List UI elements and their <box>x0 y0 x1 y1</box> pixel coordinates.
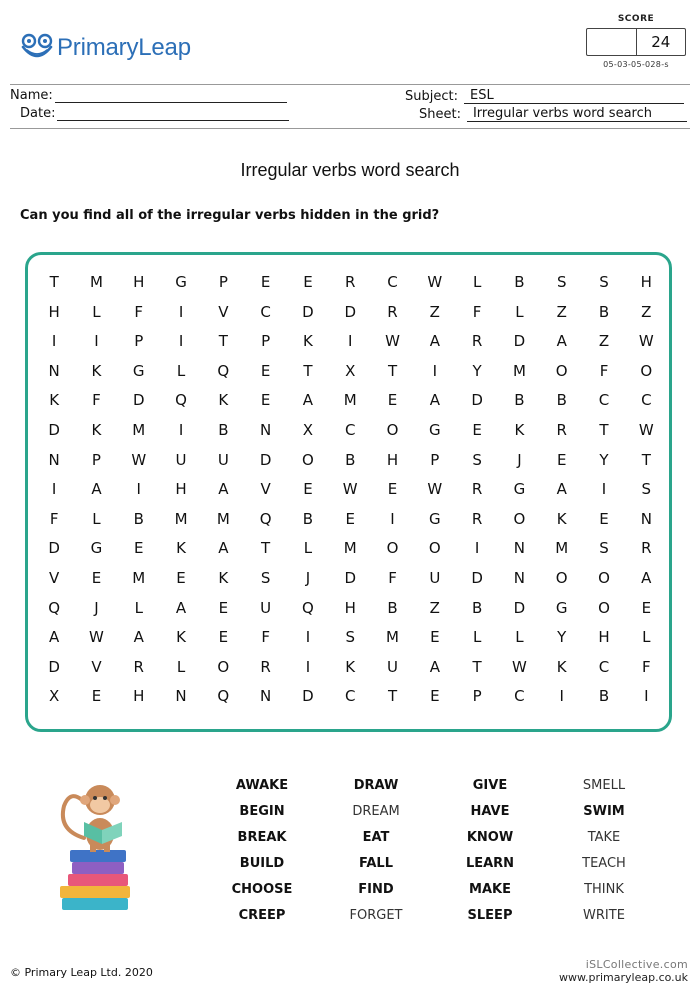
grid-cell[interactable]: I <box>51 332 57 351</box>
grid-cell[interactable]: O <box>513 509 526 528</box>
word-list-item: BUILD <box>239 856 285 871</box>
grid-cell[interactable]: X <box>345 361 356 380</box>
grid-cell[interactable]: I <box>94 332 99 351</box>
grid-cell[interactable]: E <box>176 568 186 587</box>
grid-cell[interactable]: T <box>49 273 59 291</box>
watermark-text: iSLCollective.com <box>585 958 688 971</box>
grid-cell[interactable]: Z <box>598 332 610 351</box>
grid-cell[interactable]: W <box>638 332 654 351</box>
grid-cell[interactable]: W <box>427 480 443 499</box>
instruction-text: Can you find all of the irregular verbs hidden in the grid? <box>20 208 440 223</box>
fields-rule <box>10 128 690 129</box>
grid-cell[interactable]: E <box>430 687 440 706</box>
worksheet-title: Irregular verbs word search <box>240 160 460 180</box>
grid-cell[interactable]: H <box>640 273 652 291</box>
primaryleap-logo <box>20 28 191 68</box>
grid-cell[interactable]: P <box>218 273 228 291</box>
grid-cell[interactable]: W <box>638 420 654 439</box>
grid-cell[interactable]: A <box>556 480 567 499</box>
grid-cell[interactable]: B <box>514 391 525 410</box>
grid-cell[interactable]: R <box>387 302 398 321</box>
grid-cell[interactable]: O <box>386 539 399 558</box>
grid-cell[interactable]: Y <box>472 361 482 380</box>
grid-cell[interactable]: T <box>472 657 482 676</box>
grid-cell[interactable]: G <box>90 539 103 558</box>
grid-cell[interactable]: A <box>429 391 440 410</box>
grid-cell[interactable]: N <box>260 687 272 706</box>
grid-cell[interactable]: M <box>216 509 230 528</box>
grid-cell[interactable]: G <box>175 273 187 291</box>
grid-cell[interactable]: L <box>92 509 101 528</box>
grid-cell[interactable]: E <box>387 480 398 499</box>
grid-cell[interactable]: H <box>386 450 399 469</box>
grid-cell[interactable]: C <box>598 391 610 410</box>
date-label: Date: <box>20 106 56 121</box>
grid-cell[interactable]: O <box>598 568 610 587</box>
grid-cell[interactable]: R <box>471 509 483 528</box>
grid-cell[interactable]: K <box>514 420 525 439</box>
grid-cell[interactable]: C <box>514 687 525 706</box>
grid-cell[interactable]: O <box>640 361 653 380</box>
grid-cell[interactable]: L <box>472 628 482 647</box>
grid-cell[interactable]: R <box>556 420 567 439</box>
grid-cell[interactable]: O <box>217 657 230 676</box>
grid-cell[interactable]: L <box>134 598 143 617</box>
grid-cell[interactable]: M <box>343 539 357 558</box>
grid-cell[interactable]: H <box>598 628 610 647</box>
grid-cell[interactable]: E <box>218 628 229 647</box>
grid-cell[interactable]: N <box>513 568 526 587</box>
word-list-item: THINK <box>584 882 624 897</box>
reading-monkey-icon <box>54 778 150 918</box>
grid-cell[interactable]: I <box>432 361 438 380</box>
grid-cell[interactable]: N <box>48 361 60 380</box>
grid-cell[interactable]: U <box>429 568 441 587</box>
word-list-item: TEACH <box>582 856 626 871</box>
name-field[interactable] <box>10 88 287 103</box>
grid-cell[interactable]: Z <box>429 302 440 321</box>
grid-cell[interactable]: R <box>641 539 652 558</box>
grid-cell[interactable]: Q <box>217 361 230 380</box>
grid-cell[interactable]: L <box>515 302 524 321</box>
grid-cell[interactable]: X <box>49 687 60 706</box>
grid-cell[interactable]: L <box>642 628 651 647</box>
header-rule <box>10 84 690 85</box>
grid-cell[interactable]: S <box>260 568 271 587</box>
grid-cell[interactable]: B <box>302 509 314 528</box>
grid-cell[interactable]: K <box>49 391 60 410</box>
grid-cell[interactable]: E <box>260 361 271 380</box>
grid-cell[interactable]: P <box>134 332 144 351</box>
grid-cell[interactable]: W <box>385 332 400 351</box>
grid-cell[interactable]: A <box>429 332 440 351</box>
grid-cell[interactable]: M <box>132 420 146 439</box>
sheet-code: 05-03-05-028-s <box>603 60 669 69</box>
grid-cell[interactable]: I <box>305 628 311 647</box>
grid-cell[interactable]: E <box>556 450 567 469</box>
footer-right <box>559 958 688 984</box>
grid-cell[interactable]: B <box>387 598 398 617</box>
grid-cell[interactable]: W <box>427 273 443 291</box>
grid-cell[interactable]: F <box>641 657 651 676</box>
grid-cell[interactable]: R <box>471 332 483 351</box>
grid-cell[interactable]: V <box>49 568 60 587</box>
word-list-item: TAKE <box>587 830 621 845</box>
grid-cell[interactable]: I <box>390 509 395 528</box>
grid-cell[interactable]: V <box>260 480 271 499</box>
grid-cell[interactable]: S <box>641 480 652 499</box>
date-field[interactable] <box>20 106 289 121</box>
grid-cell[interactable]: A <box>218 480 229 499</box>
grid-cell[interactable]: A <box>429 657 440 676</box>
grid-cell[interactable]: D <box>48 657 60 676</box>
grid-cell[interactable]: K <box>176 539 186 558</box>
grid-cell[interactable]: T <box>218 332 228 351</box>
grid-cell[interactable]: I <box>178 420 184 439</box>
grid-cell[interactable]: Z <box>641 302 652 321</box>
grid-cell[interactable]: L <box>472 273 482 291</box>
grid-cell[interactable]: C <box>344 687 356 706</box>
grid-cell[interactable]: M <box>512 361 526 380</box>
grid-cell[interactable]: N <box>513 539 526 558</box>
grid-cell[interactable]: P <box>91 450 101 469</box>
word-list-item: SLEEP <box>467 908 513 923</box>
grid-cell[interactable]: R <box>345 273 356 291</box>
grid-cell[interactable]: A <box>49 628 60 647</box>
grid-cell[interactable]: D <box>48 420 60 439</box>
word-list-item: FIND <box>358 882 394 897</box>
grid-cell[interactable]: E <box>218 598 229 617</box>
grid-cell[interactable]: D <box>344 302 356 321</box>
grid-cell[interactable]: C <box>641 391 652 410</box>
word-list-item: HAVE <box>470 804 510 819</box>
score-label: SCORE <box>617 14 655 24</box>
word-list-item: EAT <box>362 830 390 845</box>
grid-cell[interactable]: E <box>599 509 609 528</box>
sheet-label: Sheet: <box>419 107 461 122</box>
grid-cell[interactable]: T <box>387 687 398 706</box>
grid-cell[interactable]: E <box>134 539 144 558</box>
brand-name: PrimaryLeap <box>57 34 191 61</box>
word-list-item: LEARN <box>465 856 515 871</box>
grid-cell[interactable]: W <box>131 450 147 469</box>
grid-cell[interactable]: B <box>598 687 610 706</box>
word-list-item: GIVE <box>472 778 508 793</box>
word-list-item: WRITE <box>583 908 625 923</box>
grid-cell[interactable]: D <box>471 568 483 587</box>
grid-cell[interactable]: C <box>598 657 610 676</box>
grid-cell[interactable]: T <box>387 361 398 380</box>
grid-cell[interactable]: H <box>48 302 60 321</box>
grid-cell[interactable]: E <box>430 628 440 647</box>
grid-cell[interactable]: L <box>303 539 313 558</box>
grid-cell[interactable]: A <box>91 480 102 499</box>
name-line[interactable] <box>55 89 287 103</box>
grid-cell[interactable]: W <box>342 480 358 499</box>
grid-cell[interactable]: N <box>640 509 652 528</box>
grid-cell[interactable]: B <box>556 391 567 410</box>
grid-cell[interactable]: M <box>343 391 357 410</box>
grid-cell[interactable]: F <box>92 391 101 410</box>
site-url[interactable]: www.primaryleap.co.uk <box>559 971 688 984</box>
score-cells <box>586 28 686 56</box>
grid-cell[interactable]: D <box>132 391 145 410</box>
word-search-grid[interactable] <box>33 268 667 712</box>
grid-cell[interactable]: I <box>559 687 564 706</box>
grid-cell[interactable]: H <box>133 687 145 706</box>
grid-cell[interactable]: N <box>260 420 272 439</box>
grid-cell[interactable]: G <box>132 361 145 380</box>
grid-cell[interactable]: W <box>89 628 104 647</box>
grid-cell[interactable]: I <box>601 480 607 499</box>
grid-cell[interactable]: Y <box>557 628 567 647</box>
grid-cell[interactable]: L <box>176 361 186 380</box>
grid-cell[interactable]: K <box>176 628 186 647</box>
grid-cell[interactable]: M <box>555 539 569 558</box>
grid-cell[interactable]: O <box>302 450 314 469</box>
grid-cell[interactable]: F <box>599 361 609 380</box>
grid-cell[interactable]: K <box>218 568 229 587</box>
word-list <box>205 778 661 934</box>
grid-cell[interactable]: J <box>305 568 311 587</box>
word-list-item: DREAM <box>352 804 400 819</box>
grid-cell[interactable]: L <box>515 628 524 647</box>
grid-cell[interactable]: V <box>218 302 229 321</box>
grid-cell[interactable]: W <box>511 657 527 676</box>
grid-cell[interactable]: K <box>556 509 567 528</box>
grid-cell[interactable]: I <box>51 480 57 499</box>
grid-cell[interactable]: F <box>388 568 397 587</box>
grid-cell[interactable]: R <box>471 480 483 499</box>
word-list-item: BEGIN <box>239 804 285 819</box>
grid-cell[interactable]: Z <box>556 302 567 321</box>
grid-cell[interactable]: O <box>555 568 568 587</box>
grid-cell[interactable]: G <box>513 480 526 499</box>
grid-cell[interactable]: A <box>133 628 144 647</box>
grid-cell[interactable]: G <box>429 420 441 439</box>
word-list-item: KNOW <box>466 830 514 845</box>
score-blank-cell[interactable] <box>587 29 637 55</box>
grid-cell[interactable]: T <box>303 361 313 380</box>
grid-cell[interactable]: E <box>303 273 313 291</box>
grid-cell[interactable]: K <box>91 420 102 439</box>
grid-cell[interactable]: D <box>259 450 272 469</box>
grid-cell[interactable]: T <box>261 539 271 558</box>
word-list-item: SMELL <box>582 778 626 793</box>
grid-cell[interactable]: F <box>134 302 144 321</box>
grid-cell[interactable]: E <box>260 273 271 291</box>
grid-cell[interactable]: O <box>555 361 568 380</box>
sheet-value: Irregular verbs word search <box>467 106 687 122</box>
score-box <box>586 14 686 69</box>
copyright-text: © Primary Leap Ltd. 2020 <box>10 966 153 979</box>
grid-cell[interactable]: M <box>174 509 188 528</box>
grid-cell[interactable]: O <box>386 420 399 439</box>
grid-cell[interactable]: I <box>474 539 480 558</box>
grid-cell[interactable]: D <box>302 302 314 321</box>
subject-value: ESL <box>464 88 684 104</box>
grid-cell[interactable]: U <box>217 450 229 469</box>
grid-cell[interactable]: G <box>555 598 568 617</box>
grid-cell[interactable]: E <box>641 598 652 617</box>
grid-cell[interactable]: E <box>303 480 313 499</box>
grid-cell[interactable]: Q <box>48 598 61 617</box>
frog-icon <box>20 33 54 63</box>
grid-cell[interactable]: I <box>348 332 353 351</box>
date-line[interactable] <box>57 107 289 121</box>
grid-cell[interactable]: B <box>471 598 483 617</box>
grid-cell[interactable]: I <box>136 480 141 499</box>
grid-cell[interactable]: L <box>176 657 186 676</box>
grid-cell[interactable]: G <box>429 509 441 528</box>
grid-cell[interactable]: B <box>598 302 610 321</box>
grid-cell[interactable]: S <box>472 450 482 469</box>
grid-cell[interactable]: Q <box>217 687 230 706</box>
grid-cell[interactable]: B <box>218 420 229 439</box>
grid-cell[interactable]: I <box>305 657 311 676</box>
word-list-item: FORGET <box>349 908 403 923</box>
grid-cell[interactable]: J <box>517 450 522 469</box>
grid-cell[interactable]: F <box>261 628 270 647</box>
grid-cell[interactable]: E <box>472 420 482 439</box>
grid-cell[interactable]: L <box>92 302 101 321</box>
grid-cell[interactable]: N <box>48 450 60 469</box>
grid-cell[interactable]: Q <box>259 509 272 528</box>
grid-cell[interactable]: O <box>428 539 441 558</box>
grid-cell[interactable]: A <box>556 332 567 351</box>
grid-cell[interactable]: A <box>175 598 187 617</box>
grid-cell[interactable]: Z <box>429 598 440 617</box>
grid-cell[interactable]: S <box>556 273 567 291</box>
grid-cell[interactable]: T <box>641 450 651 469</box>
grid-cell[interactable]: I <box>178 302 184 321</box>
grid-cell[interactable]: D <box>302 687 314 706</box>
grid-cell[interactable]: U <box>260 598 272 617</box>
grid-cell[interactable]: A <box>218 539 229 558</box>
grid-cell[interactable]: K <box>303 332 313 351</box>
word-list-item: SWIM <box>583 804 625 819</box>
grid-cell[interactable]: M <box>132 568 146 587</box>
grid-cell[interactable]: S <box>345 628 355 647</box>
name-label: Name: <box>10 88 53 103</box>
grid-cell[interactable]: D <box>471 391 483 410</box>
sheet-field <box>419 106 687 122</box>
grid-cell[interactable]: H <box>344 598 356 617</box>
grid-cell[interactable]: C <box>344 420 356 439</box>
grid-cell[interactable]: P <box>261 332 271 351</box>
grid-cell[interactable]: C <box>387 273 398 291</box>
grid-cell[interactable]: I <box>644 687 649 706</box>
grid-cell[interactable]: S <box>599 539 609 558</box>
grid-cell[interactable]: K <box>218 391 229 410</box>
word-list-item: FALL <box>358 856 394 871</box>
subject-label: Subject: <box>405 89 458 104</box>
grid-cell[interactable]: D <box>513 332 526 351</box>
grid-cell[interactable]: Y <box>599 450 609 469</box>
grid-cell[interactable]: K <box>556 657 567 676</box>
grid-cell[interactable]: D <box>344 568 356 587</box>
grid-cell[interactable]: M <box>89 273 103 291</box>
grid-cell[interactable]: T <box>599 420 609 439</box>
grid-cell[interactable]: D <box>48 539 60 558</box>
grid-cell[interactable]: F <box>49 509 59 528</box>
word-list-item: BREAK <box>237 830 287 845</box>
grid-cell[interactable]: M <box>386 628 399 647</box>
grid-cell[interactable]: R <box>133 657 144 676</box>
grid-cell[interactable]: A <box>302 391 314 410</box>
grid-cell[interactable]: F <box>472 302 482 321</box>
grid-cell[interactable]: E <box>91 568 102 587</box>
word-list-item: CHOOSE <box>231 882 293 897</box>
grid-cell[interactable]: Q <box>175 391 187 410</box>
grid-cell[interactable]: J <box>94 598 99 617</box>
grid-cell[interactable]: Q <box>302 598 314 617</box>
grid-cell[interactable]: C <box>260 302 271 321</box>
grid-cell[interactable]: U <box>387 657 399 676</box>
grid-cell[interactable]: K <box>91 361 102 380</box>
grid-cell[interactable]: E <box>387 391 398 410</box>
grid-cell[interactable]: E <box>91 687 102 706</box>
grid-cell[interactable]: D <box>513 598 526 617</box>
grid-cell[interactable]: R <box>260 657 271 676</box>
grid-cell[interactable]: B <box>133 509 144 528</box>
grid-cell[interactable]: K <box>345 657 356 676</box>
score-total: 24 <box>651 33 671 51</box>
word-list-item: AWAKE <box>235 778 289 793</box>
grid-cell[interactable]: I <box>178 332 184 351</box>
grid-cell[interactable]: A <box>641 568 652 587</box>
grid-cell[interactable]: V <box>91 657 102 676</box>
grid-cell[interactable]: X <box>302 420 314 439</box>
grid-cell[interactable]: H <box>175 480 187 499</box>
grid-cell[interactable]: O <box>598 598 610 617</box>
word-list-item: CREEP <box>238 908 286 923</box>
grid-cell[interactable]: S <box>599 273 609 291</box>
grid-cell[interactable]: N <box>175 687 187 706</box>
grid-cell[interactable]: E <box>345 509 355 528</box>
grid-cell[interactable]: P <box>430 450 440 469</box>
grid-cell[interactable]: H <box>133 273 145 291</box>
grid-cell[interactable]: P <box>472 687 482 706</box>
grid-cell[interactable]: U <box>175 450 187 469</box>
word-list-item: DRAW <box>353 778 399 793</box>
grid-cell[interactable]: E <box>260 391 271 410</box>
subject-field <box>405 88 684 104</box>
grid-cell[interactable]: B <box>514 273 525 291</box>
grid-cell[interactable]: B <box>345 450 356 469</box>
word-list-item: MAKE <box>469 882 511 897</box>
